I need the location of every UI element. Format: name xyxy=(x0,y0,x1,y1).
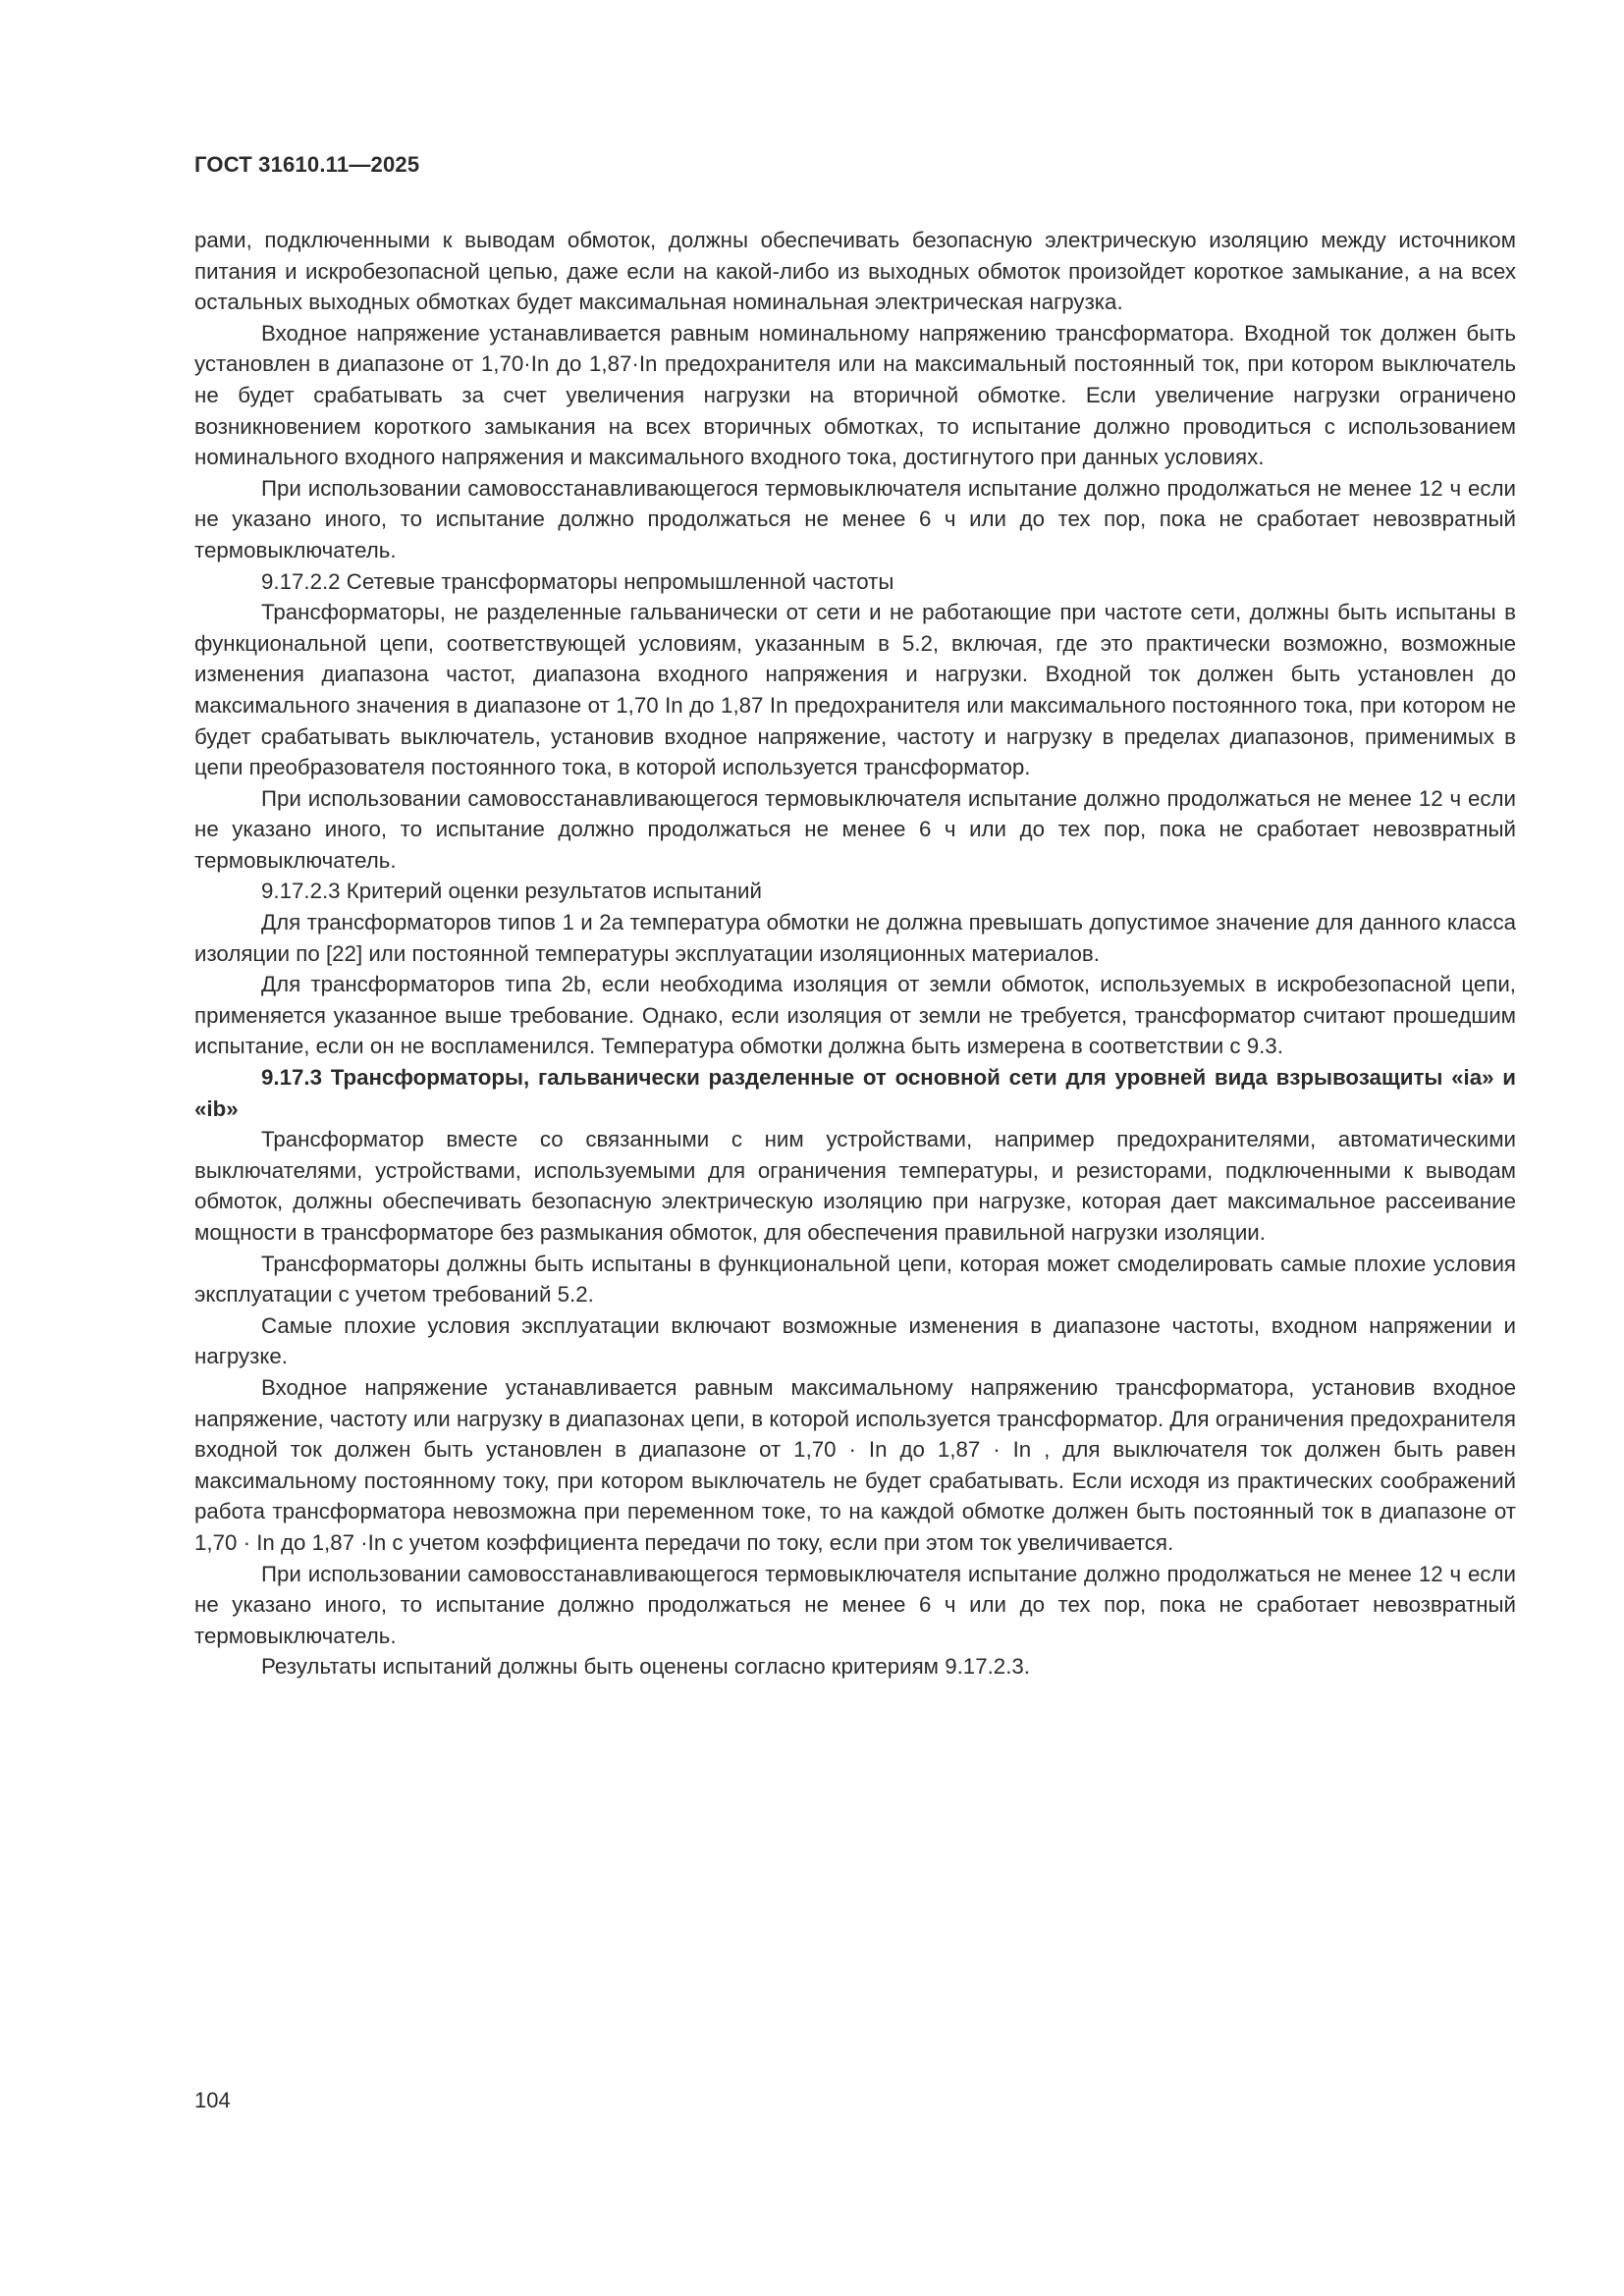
paragraph: Для трансформаторов типа 2b, если необходима изоляция от земли обмоток, используемых в искробезопасной цепи, применяется указанное выше требование. Однако, если изоляция от земли не требуется, трансформатор считают прошедшим испытание, если он не воспламенился. Температура обмотки должна быть измерена в соответствии с 9.3. xyxy=(194,972,1516,1059)
paragraph: При использовании самовосстанавливающегося термовыключателя испытание должно продолжаться не менее 12 ч если не указано иного, то испытание должно продолжаться не менее 6 ч или до тех пор, пока не сработает невозвратный термовыключатель. xyxy=(194,1561,1516,1648)
paragraph: Входное напряжение устанавливается равным максимальному напряжению трансформатора, установив входное напряжение, частоту или нагрузку в диапазонах цепи, в которой используется трансформатор. Для ограничения предохранителя входной ток должен быть установлен в диапазоне от 1,70 · In до 1,87 · In , для выключателя ток должен быть равен максимальному постоянному току, при котором выключатель не будет срабатывать. Если исходя из практических соображений работа трансформатора невозможна при переменном токе, то на каждой обмотке должен быть постоянный ток в диапазоне от 1,70 · In до 1,87 ·In с учетом коэффициента передачи по току, если при этом ток увеличивается. xyxy=(194,1374,1516,1555)
paragraph: Трансформатор вместе со связанными с ним устройствами, например предохранителями, автоматическими выключателями, устройствами, используемыми для ограничения температуры, и резисторами, подключенными к выводам обмоток, должны обеспечивать безопасную электрическую изоляцию при нагрузке, которая дает максимальное рассеивание мощности в трансформаторе без размыкания обмоток, для обеспечения правильной нагрузки изоляции. xyxy=(194,1127,1516,1245)
paragraph: Результаты испытаний должны быть оценены согласно критериям 9.17.2.3. xyxy=(261,1654,1030,1680)
paragraph: Трансформаторы должны быть испытаны в функциональной цепи, которая может смоделировать самые плохие условия эксплуатации с учетом требований 5.2. xyxy=(194,1251,1516,1308)
paragraph: При использовании самовосстанавливающегося термовыключателя испытание должно продолжаться не менее 12 ч если не указано иного, то испытание должно продолжаться не менее 6 ч или до тех пор, пока не сработает невозвратный термовыключатель. xyxy=(194,475,1516,562)
section-heading: 9.17.2.2 Сетевые трансформаторы непромышленной частоты xyxy=(261,568,894,594)
paragraph: Самые плохие условия эксплуатации включают возможные изменения в диапазоне частоты, входном напряжении и нагрузке. xyxy=(194,1312,1516,1369)
document-header: ГОСТ 31610.11—2025 xyxy=(194,152,420,177)
paragraph: При использовании самовосстанавливающегося термовыключателя испытание должно продолжаться не менее 12 ч если не указано иного, то испытание должно продолжаться не менее 6 ч или до тех пор, пока не сработает невозвратный термовыключатель. xyxy=(194,785,1516,873)
paragraph: рами, подключенными к выводам обмоток, должны обеспечивать безопасную электрическую изоляцию между источником питания и искробезопасной цепью, даже если на какой-либо из выходных обмоток произойдет короткое замыкание, а на всех остальных выходных обмотках будет максимальная номинальная электрическая нагрузка. xyxy=(194,228,1516,315)
document-body xyxy=(194,225,1516,1682)
section-heading-bold: 9.17.3 Трансформаторы, гальванически разделенные от основной сети для уровней вида взрывозащиты «ia» и «ib» xyxy=(194,1065,1516,1121)
paragraph: Трансформаторы, не разделенные гальванически от сети и не работающие при частоте сети, должны быть испытаны в функциональной цепи, соответствующей условиям, указанным в 5.2, включая, где это практически возможно, возможные изменения диапазона частот, диапазона входного напряжения и нагрузки. Входной ток должен быть установлен до максимального значения в диапазоне от 1,70 In до 1,87 In предохранителя или максимального постоянного тока, при котором не будет срабатывать выключатель, установив входное напряжение, частоту и нагрузку в пределах диапазонов, применимых в цепи преобразователя постоянного тока, в которой используется трансформатор. xyxy=(194,600,1516,780)
section-heading: 9.17.2.3 Критерий оценки результатов испытаний xyxy=(261,879,762,904)
paragraph: Входное напряжение устанавливается равным номинальному напряжению трансформатора. Входной ток должен быть установлен в диапазоне от 1,70·In до 1,87·In предохранителя или на максимальный постоянный ток, при котором выключатель не будет срабатывать за счет увеличения нагрузки на вторичной обмотке. Если увеличение нагрузки ограничено возникновением короткого замыкания на всех вторичных обмотках, то испытание должно проводиться с использованием номинального входного напряжения и максимального входного тока, достигнутого при данных условиях. xyxy=(194,320,1516,470)
page-number: 104 xyxy=(194,2088,231,2112)
paragraph: Для трансформаторов типов 1 и 2а температура обмотки не должна превышать допустимое значение для данного класса изоляции по [22] или постоянной температуры эксплуатации изоляционных материалов. xyxy=(194,910,1516,966)
